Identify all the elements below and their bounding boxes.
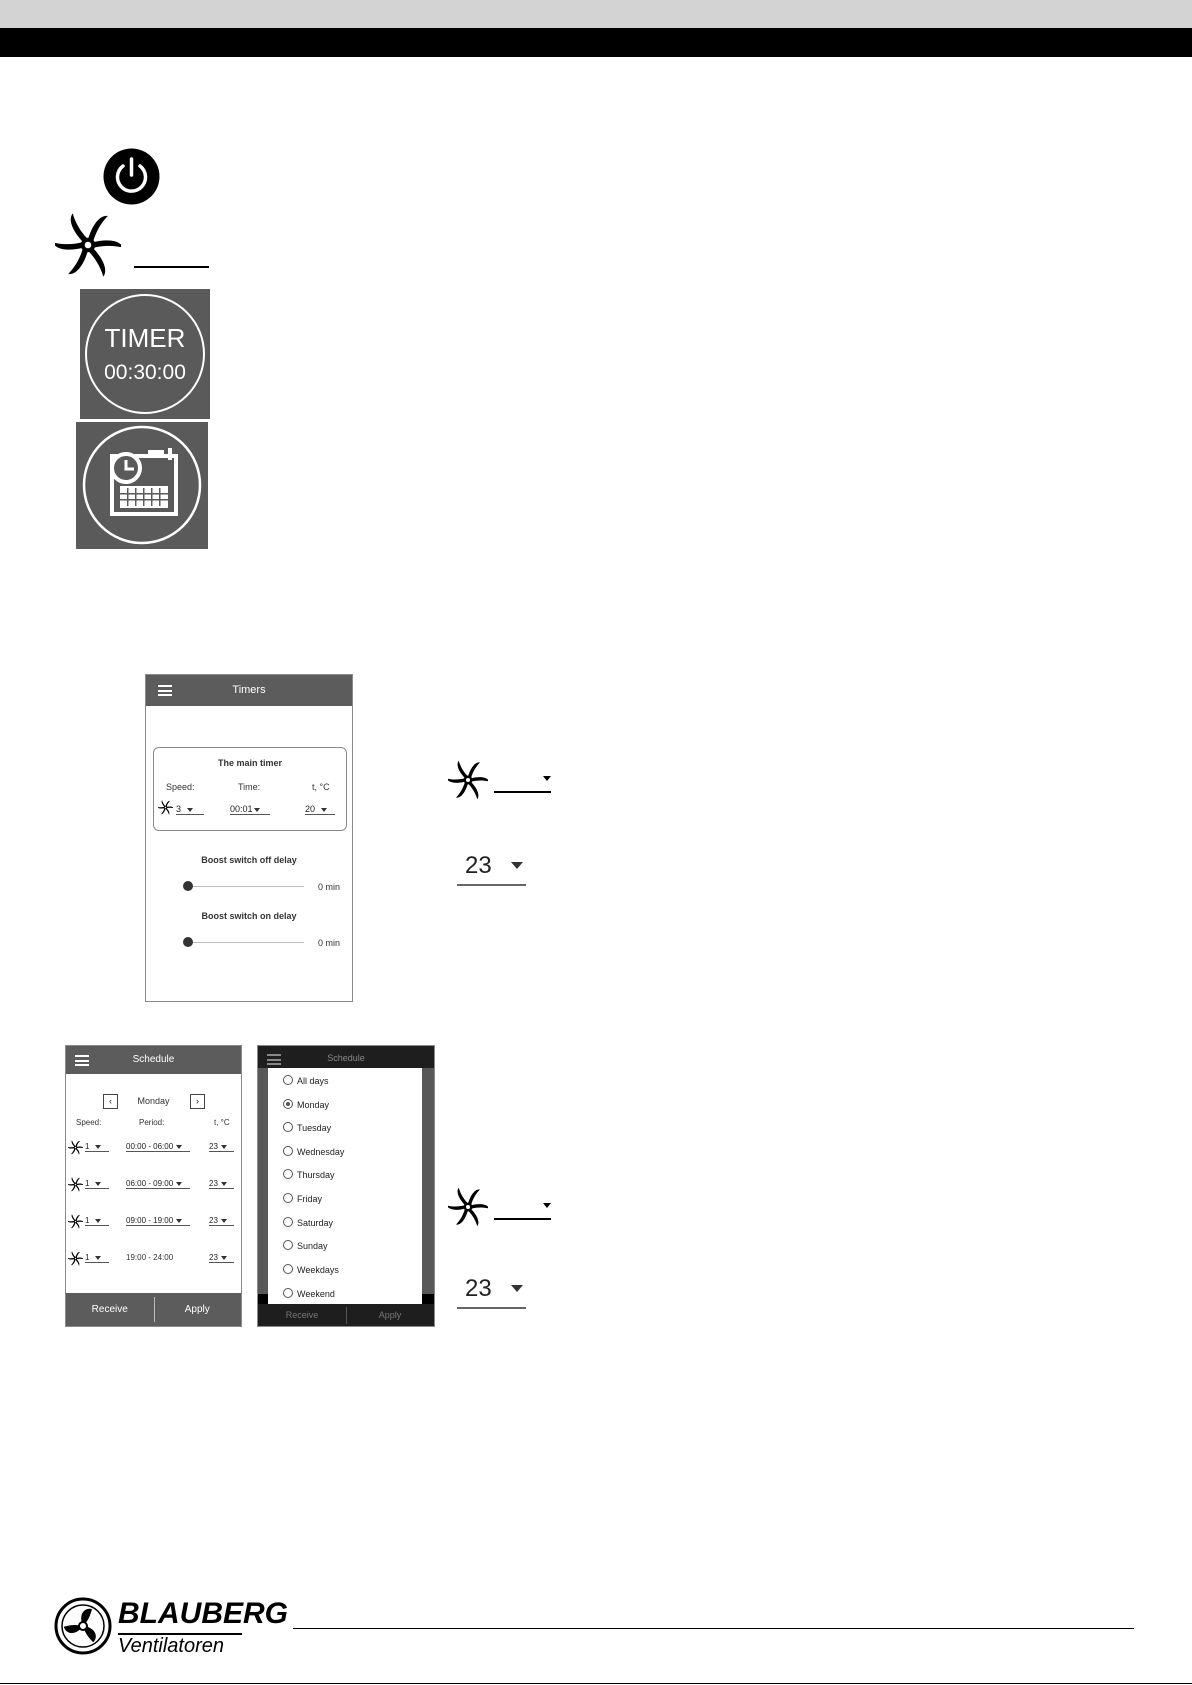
time-select[interactable]: 00:01 — [230, 804, 270, 815]
logo-fan-icon — [54, 1597, 112, 1655]
fan-icon — [68, 1214, 83, 1229]
period-text: 19:00 - 24:00 — [126, 1253, 174, 1262]
day-option[interactable]: Sunday — [283, 1240, 328, 1251]
temp-value: 23 — [465, 1275, 492, 1302]
speed-label: Speed: — [166, 782, 195, 792]
day-option[interactable]: Wednesday — [283, 1146, 344, 1157]
receive-button[interactable]: Receive — [91, 1304, 128, 1315]
temp-select[interactable]: 20 — [305, 804, 335, 815]
speed-select[interactable]: 1 — [85, 1179, 109, 1189]
boost-off-label: Boost switch off delay — [201, 855, 297, 865]
footer-bottom-rule — [0, 1683, 1192, 1684]
day-option[interactable]: Tuesday — [283, 1122, 331, 1133]
schedule-row — [66, 1175, 241, 1195]
period-select[interactable]: 00:00 - 06:00 — [126, 1142, 190, 1152]
timers-screen — [145, 674, 353, 1002]
screen-title: Schedule — [327, 1053, 365, 1063]
chevron-down-icon — [511, 862, 523, 869]
footer-rule — [293, 1628, 1134, 1629]
schedule-footer — [258, 1304, 434, 1326]
boost-off-slider[interactable] — [186, 886, 304, 887]
day-option[interactable]: Weekend — [283, 1288, 335, 1299]
timer-icon-value: 00:30:00 — [104, 361, 186, 384]
day-option[interactable]: Saturday — [283, 1217, 333, 1228]
brand-name: BLAUBERG — [118, 1597, 288, 1630]
temp-select[interactable]: 23 — [209, 1253, 234, 1263]
timer-icon-title: TIMER — [104, 323, 186, 353]
speed-select[interactable]: 1 — [85, 1216, 109, 1226]
speed-indicator — [134, 266, 209, 268]
boost-off-value: 0 min — [318, 882, 341, 892]
day-dropdown-menu — [268, 1068, 422, 1305]
period-select[interactable]: 09:00 - 19:00 — [126, 1216, 190, 1226]
boost-on-slider[interactable] — [186, 942, 304, 943]
temp-label: t, °C — [214, 1118, 230, 1127]
day-option[interactable]: Weekdays — [283, 1264, 339, 1275]
speed-indicator — [494, 1218, 551, 1220]
period-label: Period: — [139, 1118, 165, 1127]
fan-icon — [158, 800, 173, 815]
speed-select[interactable]: 1 — [85, 1142, 109, 1152]
app-bar — [258, 1046, 434, 1068]
speed-select[interactable]: 1 — [85, 1253, 109, 1263]
app-bar — [66, 1046, 241, 1074]
app-bar — [146, 675, 352, 706]
schedule-icon — [76, 422, 208, 549]
temp-select[interactable]: 23 — [209, 1142, 234, 1152]
screen-title: Schedule — [132, 1054, 175, 1065]
prev-day-button[interactable]: ‹ — [103, 1094, 118, 1109]
power-icon — [103, 148, 160, 205]
schedule-row — [66, 1138, 241, 1158]
apply-button[interactable]: Apply — [184, 1304, 210, 1315]
apply-button[interactable]: Apply — [378, 1310, 402, 1320]
day-option[interactable]: Monday — [283, 1099, 329, 1110]
fan-icon — [68, 1251, 83, 1266]
main-timer-heading: The main timer — [217, 758, 282, 768]
boost-on-slider-handle[interactable] — [183, 937, 193, 947]
speed-label: Speed: — [76, 1118, 102, 1127]
day-label[interactable]: Monday — [137, 1096, 170, 1106]
next-day-button[interactable]: › — [190, 1094, 205, 1109]
fan-icon — [448, 760, 488, 800]
schedule-footer — [66, 1293, 241, 1326]
day-option[interactable]: All days — [283, 1075, 329, 1086]
schedule-screen — [65, 1045, 242, 1327]
speed-indicator — [494, 791, 551, 793]
timer-icon — [80, 289, 210, 419]
chevron-down-icon — [543, 1203, 551, 1208]
chevron-down-icon — [543, 776, 551, 781]
speed-select[interactable]: 3 — [176, 804, 204, 815]
schedule-row — [66, 1249, 241, 1269]
time-label: Time: — [238, 782, 261, 792]
screen-title: Timers — [232, 684, 266, 696]
boost-on-label: Boost switch on delay — [201, 911, 297, 921]
schedule-screen-day-picker — [257, 1045, 435, 1327]
temp-underline — [457, 1307, 526, 1309]
temp-select[interactable]: 23 — [209, 1216, 234, 1226]
receive-button[interactable]: Receive — [285, 1310, 319, 1320]
temp-value: 23 — [465, 852, 492, 879]
boost-on-value: 0 min — [318, 938, 341, 948]
temp-select[interactable]: 23 — [209, 1179, 234, 1189]
day-option[interactable]: Friday — [283, 1193, 322, 1204]
fan-icon — [55, 212, 121, 278]
brand-logo — [54, 1595, 288, 1659]
brand-sub: Ventilatoren — [118, 1635, 224, 1657]
schedule-row — [66, 1212, 241, 1232]
header-band — [0, 0, 1192, 28]
main-timer-card — [153, 747, 347, 831]
fan-icon — [68, 1177, 83, 1192]
fan-icon — [448, 1187, 488, 1227]
header-bar — [0, 28, 1192, 57]
day-option[interactable]: Thursday — [283, 1169, 335, 1180]
chevron-down-icon — [511, 1285, 523, 1292]
boost-off-slider-handle[interactable] — [183, 881, 193, 891]
fan-icon — [68, 1140, 83, 1155]
temp-underline — [457, 884, 526, 886]
period-select[interactable]: 06:00 - 09:00 — [126, 1179, 190, 1189]
temp-label: t, °C — [312, 782, 330, 792]
